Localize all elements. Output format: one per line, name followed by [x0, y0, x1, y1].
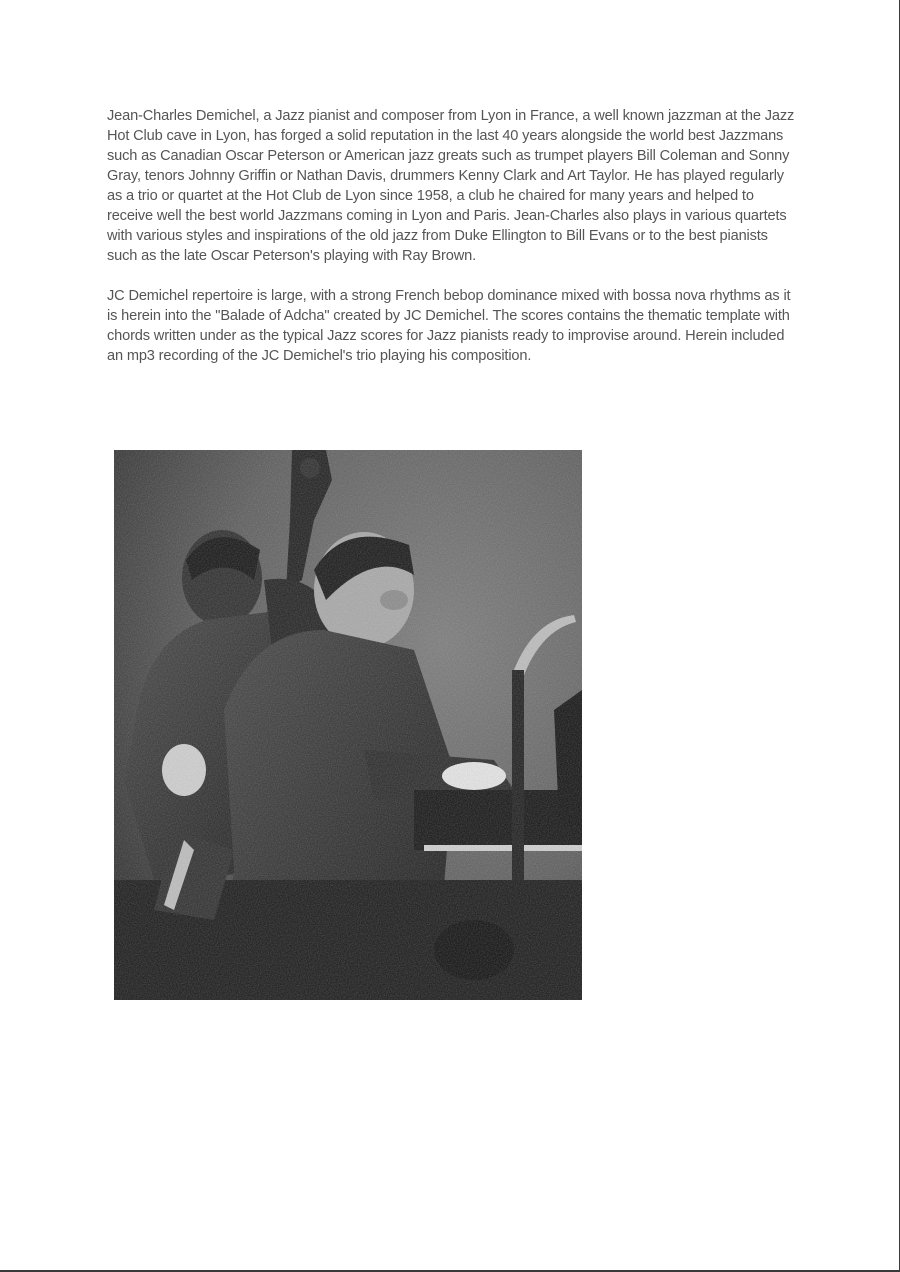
document-body [107, 106, 797, 366]
repertoire-paragraph: JC Demichel repertoire is large, with a strong French bebop dominance mixed with bossa nova rhythms as it is herein into the "Balade of Adcha" created by JC Demichel. The scores contains the thematic template with chords written under as the typical Jazz scores for Jazz pianists ready to improvise around. Herein included an mp3 recording of the JC Demichel's trio playing his composition. [107, 288, 791, 364]
jazz-trio-photo [114, 450, 582, 1000]
photo-illustration [114, 450, 582, 1000]
bio-paragraph: Jean-Charles Demichel, a Jazz pianist and composer from Lyon in France, a well known jazzman at the Jazz Hot Club cave in Lyon, has forged a solid reputation in the last 40 years alongside the world best Jazzmans such as Canadian Oscar Peterson or American jazz greats such as trumpet players Bill Coleman and Sonny Gray, tenors Johnny Griffin or Nathan Davis, drummers Kenny Clark and Art Taylor. He has played regularly as a trio or quartet at the Hot Club de Lyon since 1958, a club he chaired for many years and helped to receive well the best world Jazzmans coming in Lyon and Paris. Jean-Charles also plays in various quartets with various styles and inspirations of the old jazz from Duke Ellington to Bill Evans or to the best pianists such as the late Oscar Peterson's playing with Ray Brown. [107, 108, 795, 264]
